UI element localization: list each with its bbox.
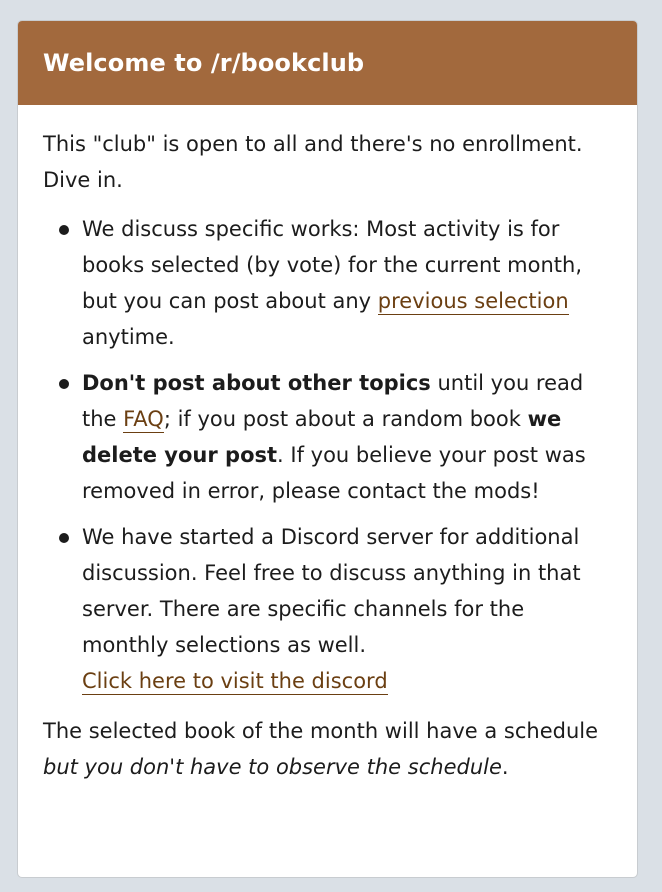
- bullet-icon: [59, 533, 69, 543]
- rule-text: anytime.: [82, 325, 175, 349]
- rule-bold-text: we delete your post: [82, 407, 562, 467]
- bullet-icon: [59, 225, 69, 235]
- rule-text: We have started a Discord server for additional discussion. Feel free to discuss anything in that server. There are specific channels for the monthly selections as well.: [82, 525, 581, 657]
- widget-header: [18, 21, 637, 105]
- rule-text: We discuss specific works: Most activity is for books selected (by vote) for the current month, but you can post about any: [82, 217, 583, 313]
- rule-text: until you read the: [82, 371, 584, 431]
- list-item: [43, 519, 612, 699]
- outro-italic: but you don't have to observe the schedule: [43, 755, 502, 779]
- previous-selection-link[interactable]: previous selection: [377, 289, 569, 313]
- faq-link[interactable]: FAQ: [123, 407, 164, 431]
- intro-text: This "club" is open to all and there's no enrollment. Dive in.: [43, 132, 583, 192]
- sidebar-widget-card: [17, 20, 638, 878]
- widget-title: Welcome to /r/bookclub: [43, 49, 365, 77]
- rule-text: ; if you post about a random book: [163, 407, 528, 431]
- outro-plain: The selected book of the month will have a schedule: [43, 719, 599, 743]
- widget-body: [18, 105, 637, 785]
- rule-text: . If you believe your post was removed in error, please contact the mods!: [82, 443, 586, 503]
- discord-link[interactable]: Click here to visit the discord: [82, 669, 388, 693]
- bullet-icon: [59, 379, 69, 389]
- rule-bold-text: Don't post about other topics: [82, 371, 431, 395]
- outro-end: .: [501, 755, 509, 779]
- outro-text: [43, 713, 612, 785]
- list-item: [43, 365, 612, 509]
- rules-list: [43, 211, 612, 699]
- list-item: [43, 211, 612, 355]
